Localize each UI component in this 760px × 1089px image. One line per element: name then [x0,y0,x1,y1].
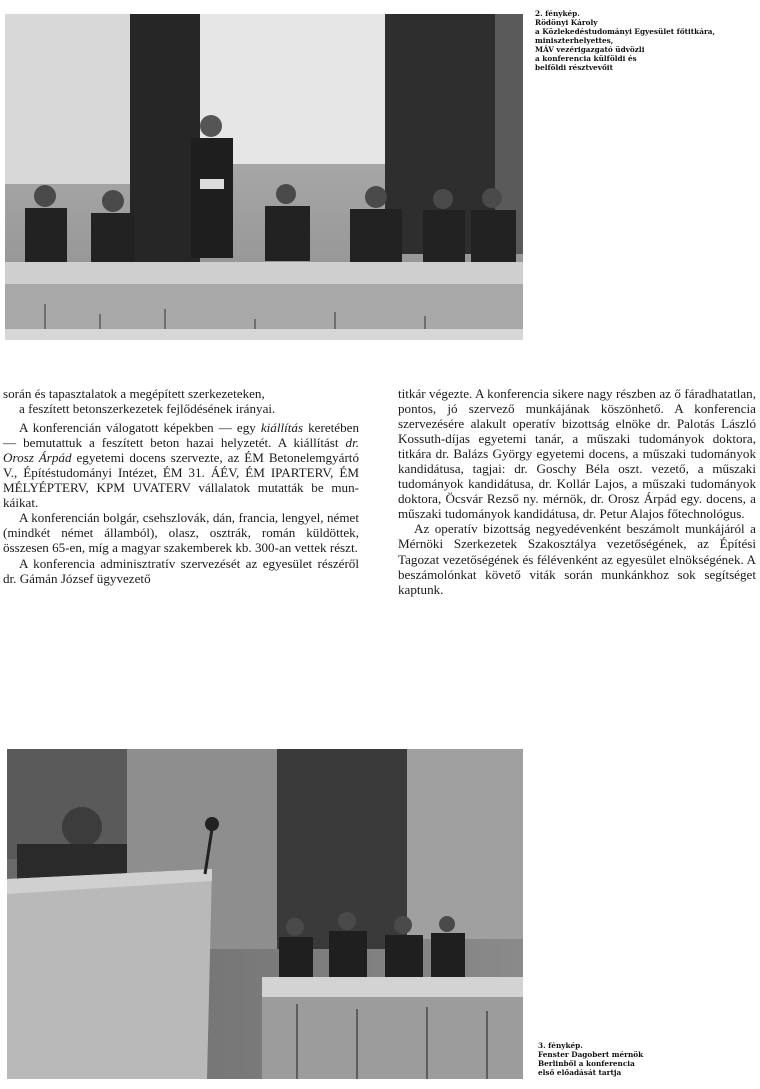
caption-line: a konferencia külföldi és [535,54,637,63]
text-run: egyetemi docens szervezte, az ÉM Betonelemgyártó V., Építéstudományi Intézet, ÉM 31. ÁÉV, ÉM IPARTERV, ÉM MÉLYÉPTERV, KPM UVATERV vállalatok mutatták be munkáikat. [3,450,359,511]
caption-line: első előadását tartja [538,1068,622,1077]
text-column-left [3,386,359,586]
photo-lecture [7,749,523,1079]
caption-line: Rödönyi Károly [535,18,598,27]
text-run-italic: dr. Orosz Árpád [3,435,359,466]
paragraph: Az operatív bizottság negyedévenként beszámolt munkájáról a Mérnöki Szerkezetek Szakosztálya vezetőségének, az Építési Tagozat vezetőségének és félévenként az egyesület elnökségének. A beszámolónkat követő viták során munkánkhoz sok segítséget kaptunk. [398,521,756,597]
text-column-right [398,386,756,597]
paragraph: A konferencián bolgár, csehszlovák, dán, francia, lengyel, német (mindkét német államból), olasz, osztrák, román küldöttek, összesen 65-en, míg a magyar szakemberek kb. 300-an vettek részt. [3,510,359,556]
caption-line: 3. fénykép. [538,1041,583,1050]
text-run: A konferencián válogatott képekben — egy [19,420,261,436]
text-run: keretében — bemutattuk a feszített beton hazai helyzetét. A kiállítást [3,420,359,451]
caption-line: Berlinből a konferencia [538,1059,635,1068]
caption-line: miniszterhelyettes, [535,36,614,45]
caption-line: 2. fénykép. [535,9,580,18]
paragraph: A konferencia adminisztratív szervezését az egyesület részéről dr. Gámán József ügyvezető [3,555,359,586]
paragraph: titkár végezte. A konferencia sikere nagy részben az ő fáradhatatlan, pontos, jó szervező munkájának köszönhető. A konferencia szervezésére alakult operatív bizottság elnöke dr. Palotás László Kossuth-díjas egyetemi tanár, a műszaki tudományok doktora, titkára dr. Balázs György egyetemi docens, a műszaki tudományok kandidátusa, tagjai: dr. Goschy Béla oszt. vezető, a műszaki tudományok kandidátusa, dr. Kollár Lajos, a műszaki tudományok doktora, Öcsvár Rezső ny. mérnök, dr. Orosz Árpád egy. docens, a műszaki tudományok kandidátusa, dr. Petur Alajos főtechnológus. [398,386,756,522]
caption-line: belföldi résztvevőit [535,63,613,72]
paragraph [3,420,359,510]
caption-line: a Közlekedéstudományi Egyesület főtitkára, [535,27,716,36]
paragraph: során és tapasztalatok a megépített szerkezeteken, [3,386,265,401]
text-run-italic: kiállítás [260,420,304,436]
caption-photo-2 [535,9,715,72]
caption-line: Fenster Dagobert mérnök [538,1050,644,1059]
paragraph: a feszített betonszerkezetek fejlődésének irányai. [19,401,276,417]
caption-line: MÁV vezérigazgató üdvözli [535,45,645,54]
caption-photo-3 [538,1041,643,1077]
photo-conference-greeting [5,14,523,340]
